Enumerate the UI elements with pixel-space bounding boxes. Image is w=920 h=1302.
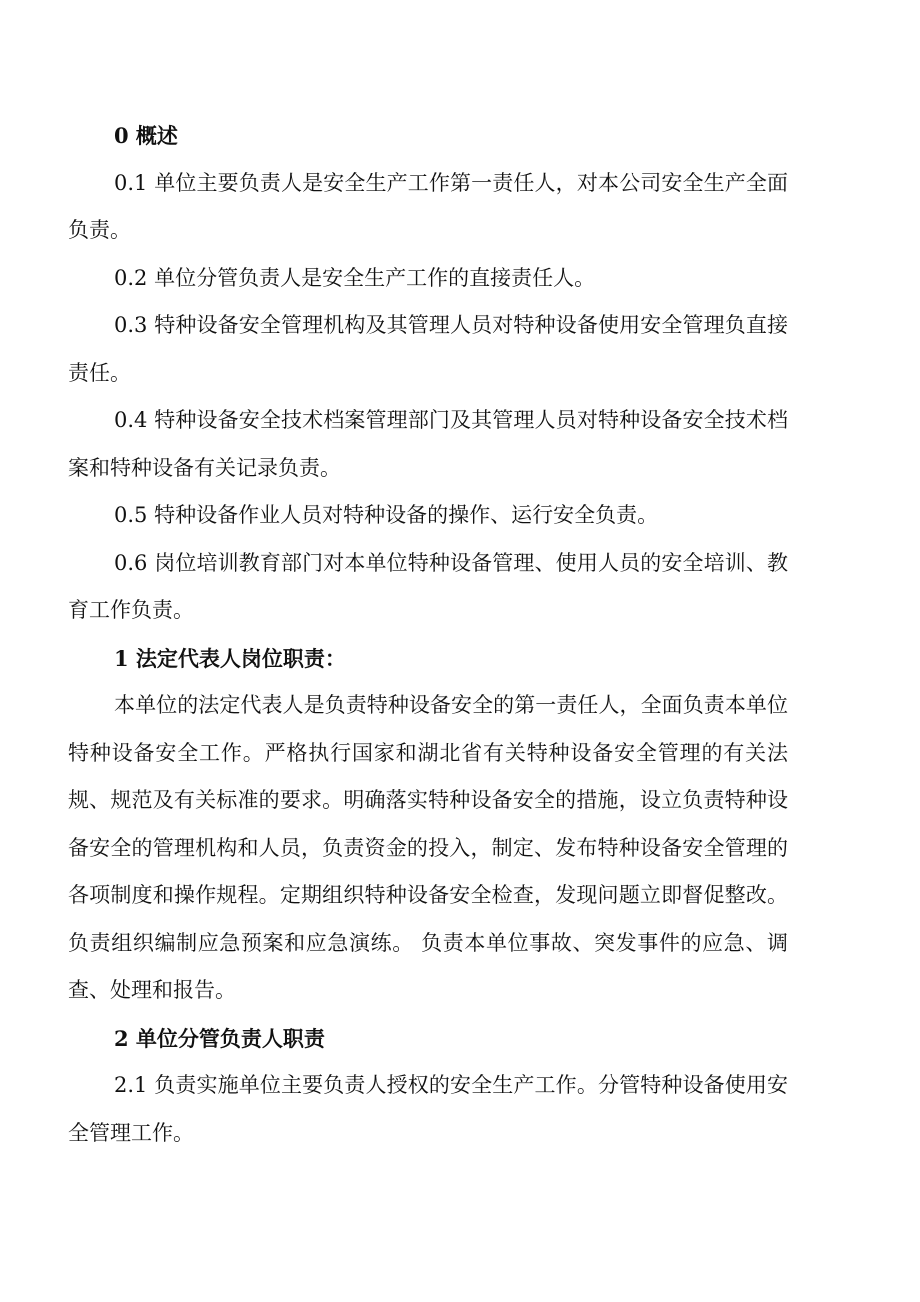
paragraph-0-1: 0.1 单位主要负责人是安全生产工作第一责任人，对本公司安全生产全面负责。: [68, 170, 788, 242]
section-heading-legal-representative: 1 法定代表人岗位职责：: [114, 645, 346, 671]
paragraph-0-5: 0.5 特种设备作业人员对特种设备的操作、运行安全负责。: [114, 503, 659, 527]
paragraph-0-2: 0.2 单位分管负责人是安全生产工作的直接责任人。: [114, 265, 596, 290]
section-heading-deputy-leader: 2 单位分管负责人职责: [114, 1025, 325, 1051]
paragraph-0-3: 0.3 特种设备安全管理机构及其管理人员对特种设备使用安全管理负直接责任。: [68, 313, 788, 385]
paragraph-0-6: 0.6 岗位培训教育部门对本单位特种设备管理、使用人员的安全培训、教育工作负责。: [68, 550, 788, 622]
paragraph-2-1: 2.1 负责实施单位主要负责人授权的安全生产工作。分管特种设备使用安全管理工作。: [68, 1073, 788, 1145]
document-body: [68, 112, 788, 1157]
paragraph-legal-representative-duties: 本单位的法定代表人是负责特种设备安全的第一责任人，全面负责本单位特种设备安全工作。严格执行国家和湖北省有关特种设备安全管理的有关法规、规范及有关标准的要求。明确落实特种设备安全的措施，设立负责特种设备安全的管理机构和人员，负责资金的投入，制定、发布特种设备安全管理的各项制度和操作规程。定期组织特种设备安全检查，发现问题立即督促整改。负责组织编制应急预案和应急演练。 负责本单位事故、突发事件的应急、调查、处理和报告。: [68, 693, 788, 1002]
paragraph-0-4: 0.4 特种设备安全技术档案管理部门及其管理人员对特种设备安全技术档案和特种设备有关记录负责。: [68, 408, 788, 480]
section-heading-overview: 0 概述: [114, 123, 178, 148]
